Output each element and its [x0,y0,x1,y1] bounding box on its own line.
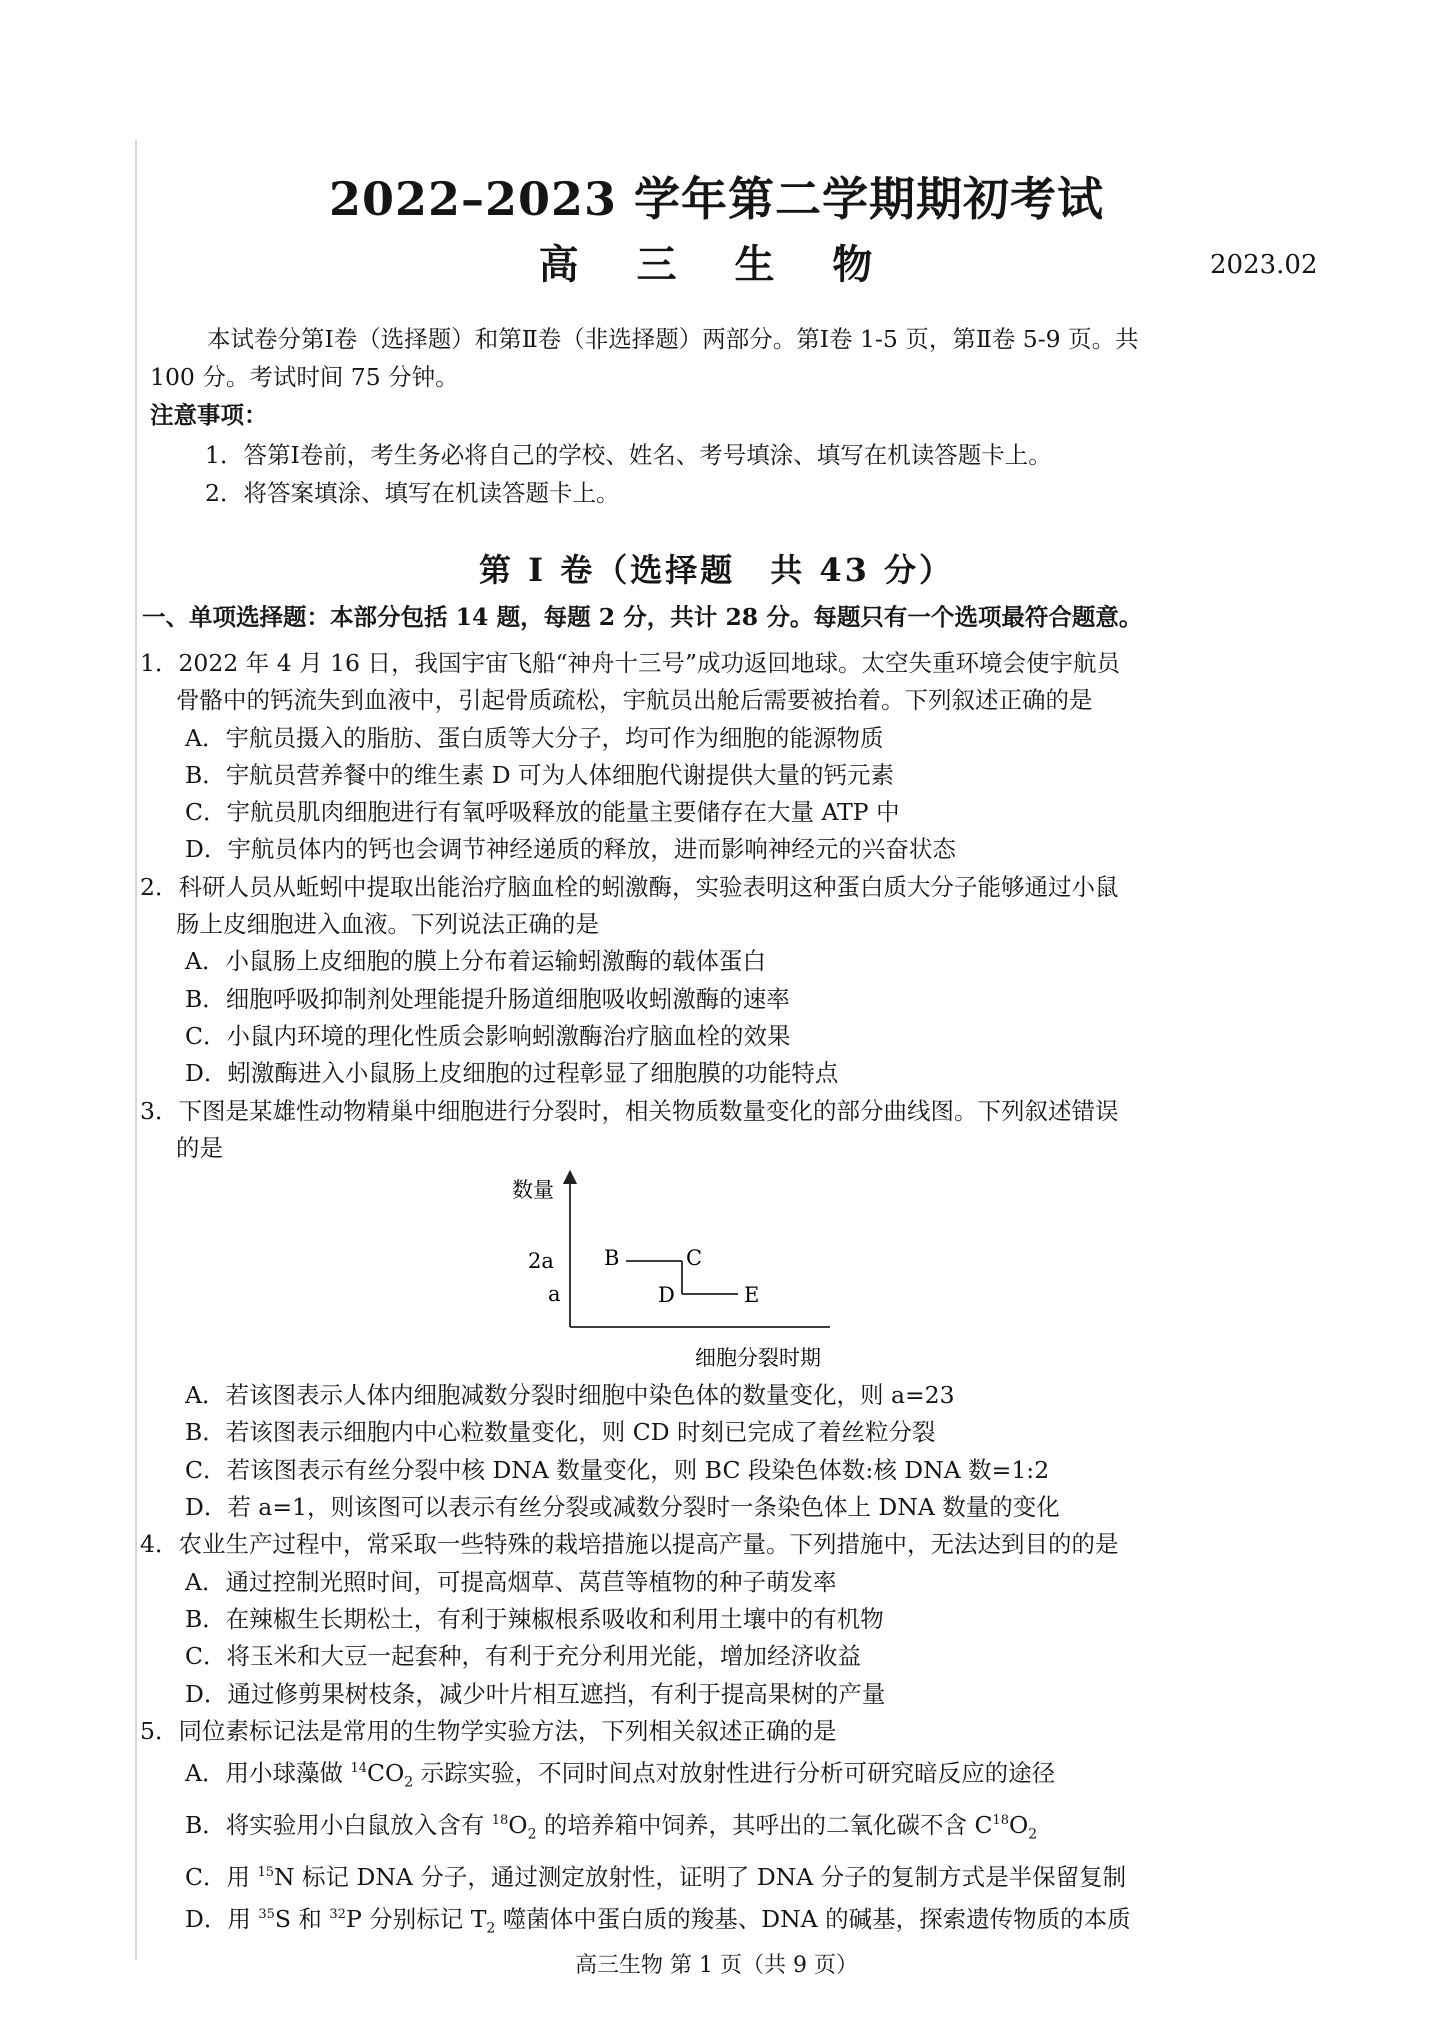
option-b: B．若该图表示细胞内中心粒数量变化，则 CD 时刻已完成了着丝粒分裂 [185,1418,936,1447]
question-stem: 骨骼中的钙流失到血液中，引起骨质疏松，宇航员出舱后需要被抬着。下列叙述正确的是 [176,686,1093,715]
option-a: A．宇航员摄入的脂肪、蛋白质等大分子，均可作为细胞的能源物质 [185,723,884,752]
option-c: C．将玉米和大豆一起套种，有利于充分利用光能，增加经济收益 [185,1642,861,1671]
option-d: D．用 $^{35}$S 和 $^{32}$P 分别标记 $T_2$ 噬菌体中蛋白质的羧基、DNA 的碱基，探索遗传物质的本质 [185,1904,1131,1937]
option-a: A．用小球藻做 $^{14}CO_2$ 示踪实验，不同时间点对放射性进行分析可研究暗反应的途径 [185,1758,1056,1791]
chart-container [140,1167,1350,1377]
chart-series [626,1261,738,1294]
exam-subject: 高 三 生 物 [538,241,895,288]
part-title: 一、单项选择题：本部分包括 14 题，每题 2 分，共计 28 分。每题只有一个选项最符合题意。 [142,603,1143,631]
option-a: A．小鼠肠上皮细胞的膜上分布着运输蚓激酶的载体蛋白 [185,947,766,976]
note-item: 2．将答案填涂、填写在机读答题卡上。 [205,479,620,507]
option-b: B．细胞呼吸抑制剂处理能提升肠道细胞吸收蚓激酶的速率 [185,984,790,1013]
x-axis-label: 细胞分裂时期 [695,1346,821,1371]
question-2 [140,869,1350,1093]
option-a: A．通过控制光照时间，可提高烟草、莴苣等植物的种子萌发率 [185,1567,837,1596]
question-5 [140,1713,1350,1948]
question-1 [140,645,1350,869]
exam-date: 2023.02 [1210,250,1318,280]
y-tick-2a: 2a [528,1249,554,1274]
intro-block [150,320,1330,512]
option-b: B．在辣椒生长期松土，有利于辣椒根系吸收和利用土壤中的有机物 [185,1604,884,1633]
y-tick-a: a [548,1282,561,1307]
question-stem: 5．同位素标记法是常用的生物学实验方法，下列相关叙述正确的是 [140,1716,837,1745]
section-title: 第 Ⅰ 卷（选择题 共 43 分） [478,551,955,589]
binding-margin-line [135,140,137,1960]
question-stem: 3．下图是某雄性动物精巢中细胞进行分裂时，相关物质数量变化的部分曲线图。下列叙述错误 [140,1096,1119,1125]
option-d: D．若 a=1，则该图可以表示有丝分裂或减数分裂时一条染色体上 DNA 数量的变化 [185,1493,1060,1522]
option-b: B．宇航员营养餐中的维生素 D 可为人体细胞代谢提供大量的钙元素 [185,760,895,789]
note-item: 1．答第Ⅰ卷前，考生务必将自己的学校、姓名、考号填涂、填写在机读答题卡上。 [205,441,1052,469]
question-stem: 2．科研人员从蚯蚓中提取出能治疗脑血栓的蚓激酶，实验表明这种蛋白质大分子能够通过小鼠 [140,872,1119,901]
question-stem: 1．2022 年 4 月 16 日，我国宇宙飞船“神舟十三号”成功返回地球。太空失重环境会使宇航员 [140,649,1120,677]
intro-line-2: 100 分。考试时间 75 分钟。 [150,363,459,391]
option-c: C．用 $^{15}$N 标记 DNA 分子，通过测定放射性，证明了 DNA 分子的复制方式是半保留复制 [185,1862,1127,1891]
option-c: C．宇航员肌肉细胞进行有氧呼吸释放的能量主要储存在大量 ATP 中 [185,798,900,827]
intro-line-1: 本试卷分第Ⅰ卷（选择题）和第Ⅱ卷（非选择题）两部分。第Ⅰ卷 1-5 页，第Ⅱ卷 5-9 页。共 [207,325,1139,353]
point-label-B: B [604,1246,620,1271]
option-d: D．蚓激酶进入小鼠肠上皮细胞的过程彰显了细胞膜的功能特点 [185,1059,839,1088]
point-label-E: E [744,1283,760,1308]
point-label-D: D [658,1283,675,1308]
option-b: B．将实验用小白鼠放入含有 $^{18}O_2$ 的培养箱中饲养，其呼出的二氧化碳不含 $C^{18}O_2$ [185,1810,1038,1843]
notes-title: 注意事项： [150,401,268,429]
question-stem: 肠上皮细胞进入血液。下列说法正确的是 [176,910,599,939]
question-list [140,645,1350,1948]
question-stem: 4．农业生产过程中，常采取一些特殊的栽培措施以提高产量。下列措施中，无法达到目的的是 [140,1530,1119,1559]
question-stem: 的是 [176,1133,223,1162]
quantity-chart [500,1167,860,1372]
option-c: C．若该图表示有丝分裂中核 DNA 数量变化，则 BC 段染色体数:核 DNA 数=1:2 [185,1455,1050,1484]
page-footer: 高三生物 第 1 页（共 9 页） [575,1953,858,1978]
point-label-C: C [686,1246,703,1271]
notes-list [150,436,1330,512]
option-a: A．若该图表示人体内细胞减数分裂时细胞中染色体的数量变化，则 a=23 [185,1381,955,1410]
option-d: D．通过修剪果树枝条，减少叶片相互遮挡，有利于提高果树的产量 [185,1679,886,1708]
question-4 [140,1526,1350,1712]
option-c: C．小鼠内环境的理化性质会影响蚓激酶治疗脑血栓的效果 [185,1021,791,1050]
exam-title: 2022–2023 学年第二学期期初考试 [328,172,1105,226]
y-axis-label: 数量 [512,1178,554,1203]
question-3 [140,1093,1350,1527]
option-d: D．宇航员体内的钙也会调节神经递质的释放，进而影响神经元的兴奋状态 [185,835,956,864]
